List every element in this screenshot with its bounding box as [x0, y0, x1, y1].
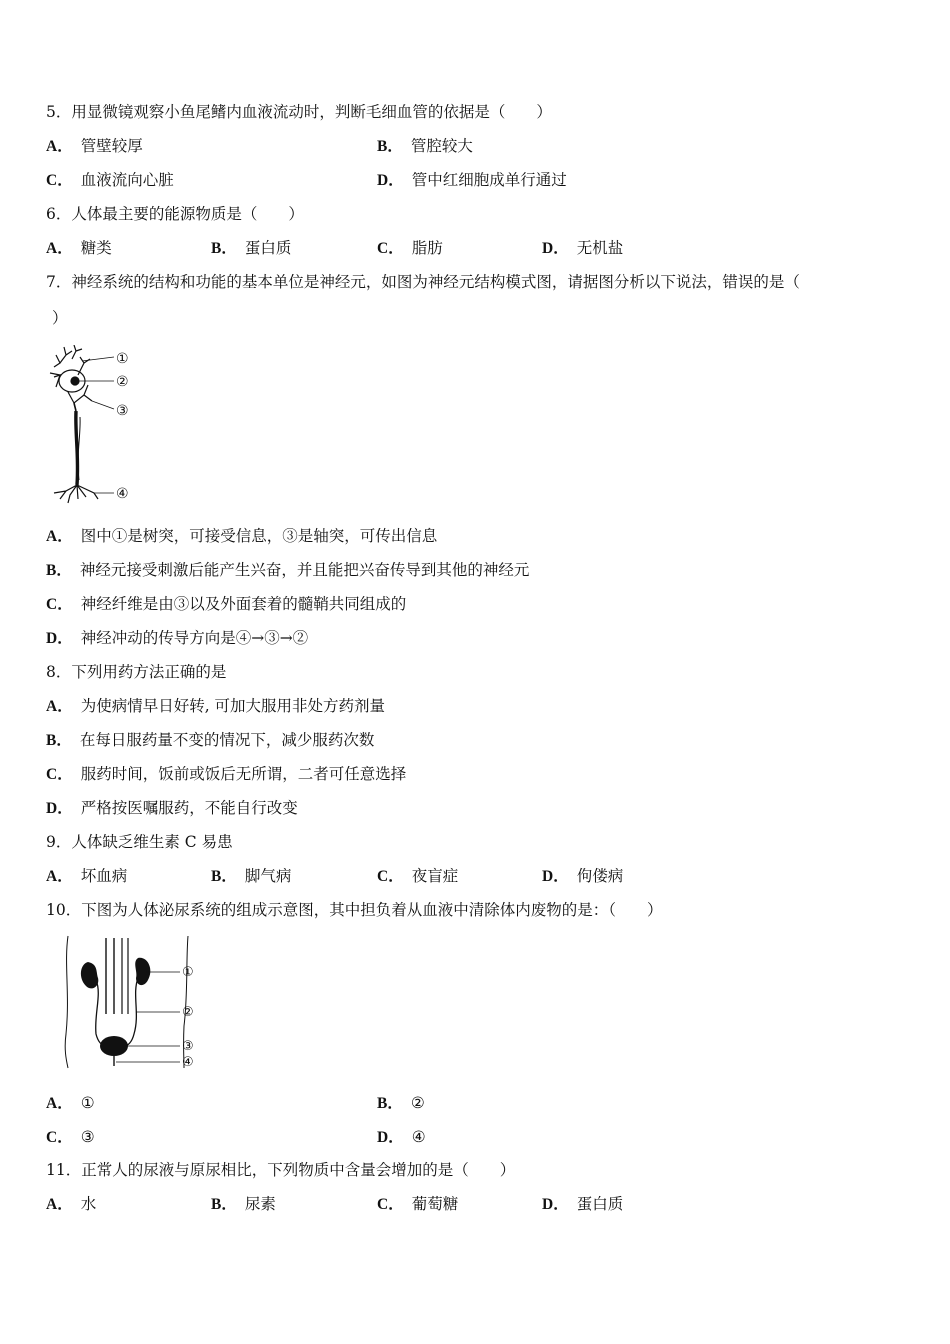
option-text: ④ — [411, 1128, 426, 1146]
question-9-option-d[interactable] — [542, 866, 623, 887]
question-8-option-c[interactable] — [46, 764, 406, 785]
question-10-option-a[interactable] — [46, 1093, 95, 1114]
option-text: 血液流向心脏 — [80, 171, 174, 189]
option-text: ① — [80, 1094, 95, 1112]
option-text: 脚气病 — [244, 867, 292, 885]
neuron-label-4: ④ — [116, 486, 129, 502]
question-7-option-c[interactable] — [46, 594, 406, 615]
option-key: B． — [211, 240, 237, 257]
option-key: B． — [46, 732, 72, 749]
question-5-option-c[interactable] — [46, 170, 174, 191]
question-6-stem: 6．人体最主要的能源物质是（ ） — [46, 205, 304, 223]
neuron-svg — [46, 345, 156, 510]
neuron-label-2: ② — [116, 374, 129, 390]
option-key: A． — [46, 868, 73, 885]
urinary-label-3: ③ — [182, 1039, 194, 1054]
question-7-option-b[interactable] — [46, 560, 529, 581]
option-key: D． — [542, 240, 569, 257]
neuron-diagram — [46, 345, 156, 510]
question-5-stem: 5．用显微镜观察小鱼尾鳍内血液流动时，判断毛细血管的依据是（ ） — [46, 103, 552, 121]
option-key: B． — [377, 138, 403, 155]
question-8-option-a[interactable] — [46, 696, 385, 717]
option-key: D． — [46, 630, 73, 647]
option-key: A． — [46, 138, 73, 155]
option-key: A． — [46, 1196, 73, 1213]
option-key: B． — [211, 1196, 237, 1213]
option-text: 糖类 — [80, 239, 112, 257]
option-text: 葡萄糖 — [411, 1195, 459, 1213]
option-key: D． — [377, 172, 404, 189]
option-key: C． — [377, 240, 404, 257]
option-key: D． — [377, 1129, 404, 1146]
question-11-option-c[interactable] — [377, 1194, 458, 1215]
option-key: C． — [46, 596, 73, 613]
question-8-stem: 8．下列用药方法正确的是 — [46, 663, 227, 681]
question-11-option-a[interactable] — [46, 1194, 96, 1215]
option-text: 坏血病 — [80, 867, 128, 885]
urinary-label-2: ② — [182, 1005, 194, 1020]
option-key: A． — [46, 698, 73, 715]
option-key: C． — [46, 172, 73, 189]
option-text: 神经元接受刺激后能产生兴奋，并且能把兴奋传导到其他的神经元 — [79, 561, 530, 579]
question-11-option-b[interactable] — [211, 1194, 276, 1215]
option-text: 无机盐 — [576, 239, 624, 257]
urinary-label-1: ① — [182, 965, 194, 980]
question-7-option-d[interactable] — [46, 628, 308, 649]
option-text: 管腔较大 — [410, 137, 473, 155]
option-text: 神经纤维是由③以及外面套着的髓鞘共同组成的 — [80, 595, 407, 613]
neuron-label-1: ① — [116, 351, 129, 367]
option-text: 尿素 — [244, 1195, 276, 1213]
question-9-option-a[interactable] — [46, 866, 127, 887]
option-key: D． — [542, 868, 569, 885]
option-key: A． — [46, 528, 73, 545]
question-7-stem: 7．神经系统的结构和功能的基本单位是神经元，如图为神经元结构模式图，请据图分析以下说法，错误的是（ — [46, 273, 800, 291]
question-10-option-d[interactable] — [377, 1127, 426, 1148]
option-key: D． — [542, 1196, 569, 1213]
option-text: 严格按医嘱服药，不能自行改变 — [80, 799, 298, 817]
option-key: D． — [46, 800, 73, 817]
question-10-option-c[interactable] — [46, 1127, 95, 1148]
question-8-option-b[interactable] — [46, 730, 374, 751]
question-11-stem: 11．正常人的尿液与原尿相比，下列物质中含量会增加的是（ ） — [46, 1161, 516, 1179]
option-text: 蛋白质 — [244, 239, 292, 257]
option-key: C． — [377, 868, 404, 885]
question-8-option-d[interactable] — [46, 798, 298, 819]
question-6-option-a[interactable] — [46, 238, 112, 259]
question-5-option-b[interactable] — [377, 136, 473, 157]
option-text: 佝偻病 — [576, 867, 624, 885]
option-text: 图中①是树突，可接受信息，③是轴突，可传出信息 — [80, 527, 438, 545]
option-text: 脂肪 — [411, 239, 443, 257]
urinary-label-4: ④ — [182, 1055, 194, 1070]
question-7-stem-cont: ） — [52, 309, 68, 327]
option-text: 神经冲动的传导方向是④→③→② — [80, 629, 309, 647]
option-text: 管中红细胞成单行通过 — [411, 171, 567, 189]
option-text: 为使病情早日好转, 可加大服用非处方药剂量 — [80, 697, 386, 715]
question-9-option-b[interactable] — [211, 866, 291, 887]
option-text: ③ — [80, 1128, 95, 1146]
question-6-option-c[interactable] — [377, 238, 443, 259]
urinary-system-diagram — [58, 934, 203, 1074]
question-6-option-d[interactable] — [542, 238, 623, 259]
question-10-option-b[interactable] — [377, 1093, 425, 1114]
question-6-option-b[interactable] — [211, 238, 291, 259]
option-text: 水 — [80, 1195, 97, 1213]
option-text: 在每日服药量不变的情况下，减少服药次数 — [79, 731, 375, 749]
option-key: B． — [211, 868, 237, 885]
option-key: C． — [46, 1129, 73, 1146]
option-text: 服药时间，饭前或饭后无所谓，二者可任意选择 — [80, 765, 407, 783]
option-key: B． — [377, 1095, 403, 1112]
question-5-option-a[interactable] — [46, 136, 143, 157]
question-11-option-d[interactable] — [542, 1194, 623, 1215]
question-10-stem: 10．下图为人体泌尿系统的组成示意图，其中担负着从血液中清除体内废物的是：（ ） — [46, 901, 663, 919]
urinary-svg — [58, 934, 203, 1074]
option-key: A． — [46, 240, 73, 257]
option-text: 夜盲症 — [411, 867, 459, 885]
neuron-label-3: ③ — [116, 403, 129, 419]
option-key: B． — [46, 562, 72, 579]
option-key: C． — [377, 1196, 404, 1213]
question-5-option-d[interactable] — [377, 170, 567, 191]
question-9-option-c[interactable] — [377, 866, 458, 887]
option-key: A． — [46, 1095, 73, 1112]
option-text: ② — [410, 1094, 425, 1112]
option-text: 管壁较厚 — [80, 137, 143, 155]
question-7-option-a[interactable] — [46, 526, 437, 547]
option-key: C． — [46, 766, 73, 783]
question-9-stem: 9．人体缺乏维生素 C 易患 — [46, 833, 233, 851]
option-text: 蛋白质 — [576, 1195, 624, 1213]
